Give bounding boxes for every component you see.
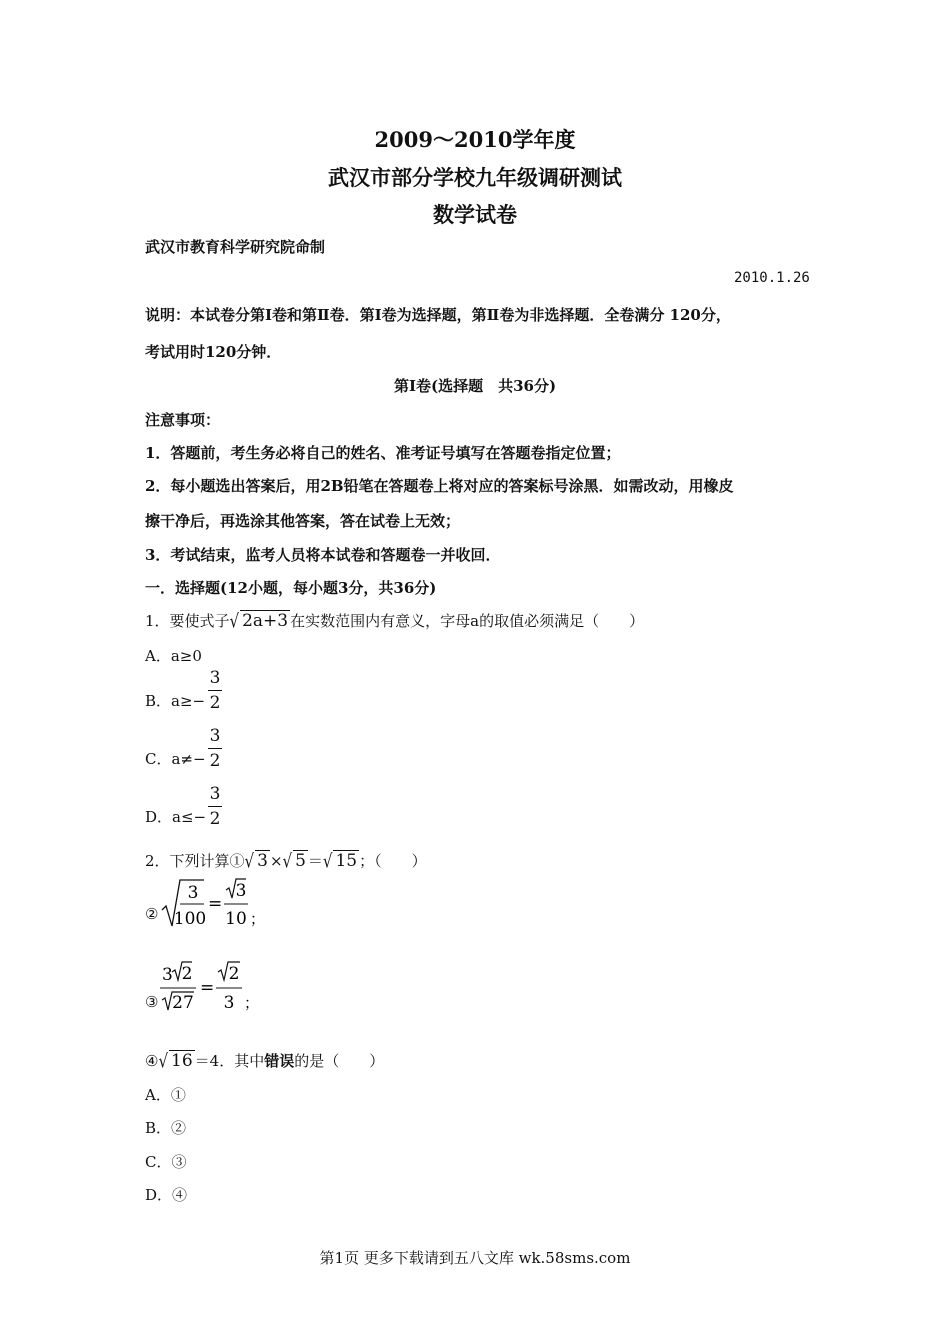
part-one-heading: 一．选择题(12小题，每小题3分，共36分) — [145, 579, 437, 597]
equals-sign: = — [208, 894, 223, 914]
q2-item-3-den: 3 — [223, 993, 235, 1013]
q2-item-3-mark: ③ — [145, 993, 159, 1011]
q2-r5: 5 — [295, 851, 306, 871]
q1-option-b-fraction — [208, 668, 222, 713]
q2-option-b: B．② — [145, 1119, 187, 1137]
exam-date: 2010.1.26 — [734, 270, 810, 286]
semicolon: ； — [244, 994, 260, 1012]
q2-prefix: 2．下列计算① — [145, 852, 245, 870]
exam-year: 2009～2010学年度 — [374, 127, 576, 152]
fraction-bar — [208, 690, 222, 691]
fraction-bar — [208, 748, 222, 749]
fraction-denominator: 2 — [209, 693, 221, 713]
sqrt-icon: √ — [322, 849, 333, 873]
q1-option-d-fraction — [208, 784, 222, 829]
q1-option-c-fraction — [208, 726, 222, 771]
q2-item-4-mark: ④ — [145, 1052, 159, 1070]
q2-item-3-r2: 2 — [181, 964, 193, 984]
note-line-2: 考试用时120分钟． — [145, 343, 282, 361]
q2-item-4-r16: 16 — [171, 1051, 193, 1071]
q2-option-d: D．④ — [145, 1186, 188, 1204]
q1-suffix: 在实数范围内有意义，字母a的取值必须满足（ ） — [290, 612, 645, 630]
q2-item-4 — [145, 1050, 384, 1071]
q2-item-4-suffix: ＝4．其中 — [194, 1052, 265, 1070]
q2-item-3-r27: 27 — [172, 993, 194, 1013]
equals-sign: = — [200, 978, 215, 998]
minus-sign: − — [192, 692, 206, 710]
fraction-numerator: 3 — [209, 784, 221, 804]
q2-item-3-coef: 3 — [162, 965, 173, 985]
section-title: 第Ⅰ卷(选择题 共36分) — [393, 377, 557, 395]
issuer: 武汉市教育科学研究院命制 — [145, 238, 326, 256]
q2-suffix: ；（ ） — [359, 852, 427, 870]
fraction-numerator: 3 — [209, 726, 221, 746]
notice-3: 3．考试结束，监考人员将本试卷和答题卷一并收回． — [145, 546, 501, 564]
q1-prefix: 1．要使式子 — [145, 612, 230, 630]
q2-r15: 15 — [335, 851, 358, 871]
q2-item-3-formula — [158, 960, 268, 1016]
q1-option-b — [145, 690, 205, 711]
semicolon: ； — [250, 910, 266, 928]
q1-option-c — [145, 748, 206, 769]
q2-item-2-mark: ② — [145, 905, 159, 923]
minus-sign: − — [193, 750, 206, 768]
q2-item-2-num-in: 3 — [187, 883, 199, 903]
q1-option-a: A．a≥0 — [145, 647, 202, 665]
q2-option-a: A．① — [145, 1086, 186, 1104]
q1-option-c-label: C．a≠ — [145, 750, 193, 768]
fraction-denominator: 2 — [209, 809, 221, 829]
q1-option-d-label: D．a≤ — [145, 808, 194, 826]
fraction-denominator: 2 — [209, 751, 221, 771]
q2-r3: 3 — [257, 851, 268, 871]
equals-sign: ＝ — [307, 852, 323, 870]
q2-item-4-emphasis: 错误 — [264, 1052, 295, 1070]
q2-item-3-rnum: 2 — [228, 964, 240, 984]
times-sign: × — [269, 852, 283, 870]
sqrt-icon: √ — [158, 1049, 169, 1073]
question-2 — [145, 850, 427, 871]
notice-1: 1．答题前，考生务必将自己的姓名、准考证号填写在答题卷指定位置； — [145, 444, 621, 462]
q1-option-b-label: B．a≥ — [145, 692, 193, 710]
q1-radicand: 2a+3 — [242, 611, 289, 631]
exam-subject: 数学试卷 — [433, 202, 517, 227]
fraction-numerator: 3 — [209, 668, 221, 688]
sqrt-icon: √ — [282, 849, 293, 873]
exam-title: 武汉市部分学校九年级调研测试 — [328, 165, 622, 190]
notice-2-cont: 擦干净后，再选涂其他答案，答在试卷上无效； — [145, 512, 461, 530]
q1-option-d — [145, 806, 206, 827]
notice-2: 2．每小题选出答案后，用2B铅笔在答题卷上将对应的答案标号涂黑．如需改动，用橡皮 — [145, 477, 734, 495]
q2-item-4-end: 的是（ ） — [294, 1052, 385, 1070]
sqrt-icon: √ — [244, 849, 255, 873]
sqrt-icon: √ — [229, 609, 240, 633]
q2-item-2-den: 10 — [225, 909, 247, 929]
q2-option-c: C．③ — [145, 1153, 187, 1171]
q2-item-2-formula — [160, 876, 270, 932]
fraction-bar — [208, 806, 222, 807]
notice-title: 注意事项： — [145, 411, 221, 429]
note-line-1: 说明：本试卷分第Ⅰ卷和第Ⅱ卷．第Ⅰ卷为选择题，第Ⅱ卷为非选择题．全卷满分 120分， — [145, 306, 731, 324]
minus-sign: − — [193, 808, 207, 826]
q2-item-2-den-in: 100 — [173, 909, 207, 929]
question-1 — [145, 610, 644, 631]
q2-item-2-rnum: 3 — [235, 881, 247, 901]
page-footer: 第1页 更多下载请到五八文库 wk.58sms.com — [319, 1249, 631, 1267]
